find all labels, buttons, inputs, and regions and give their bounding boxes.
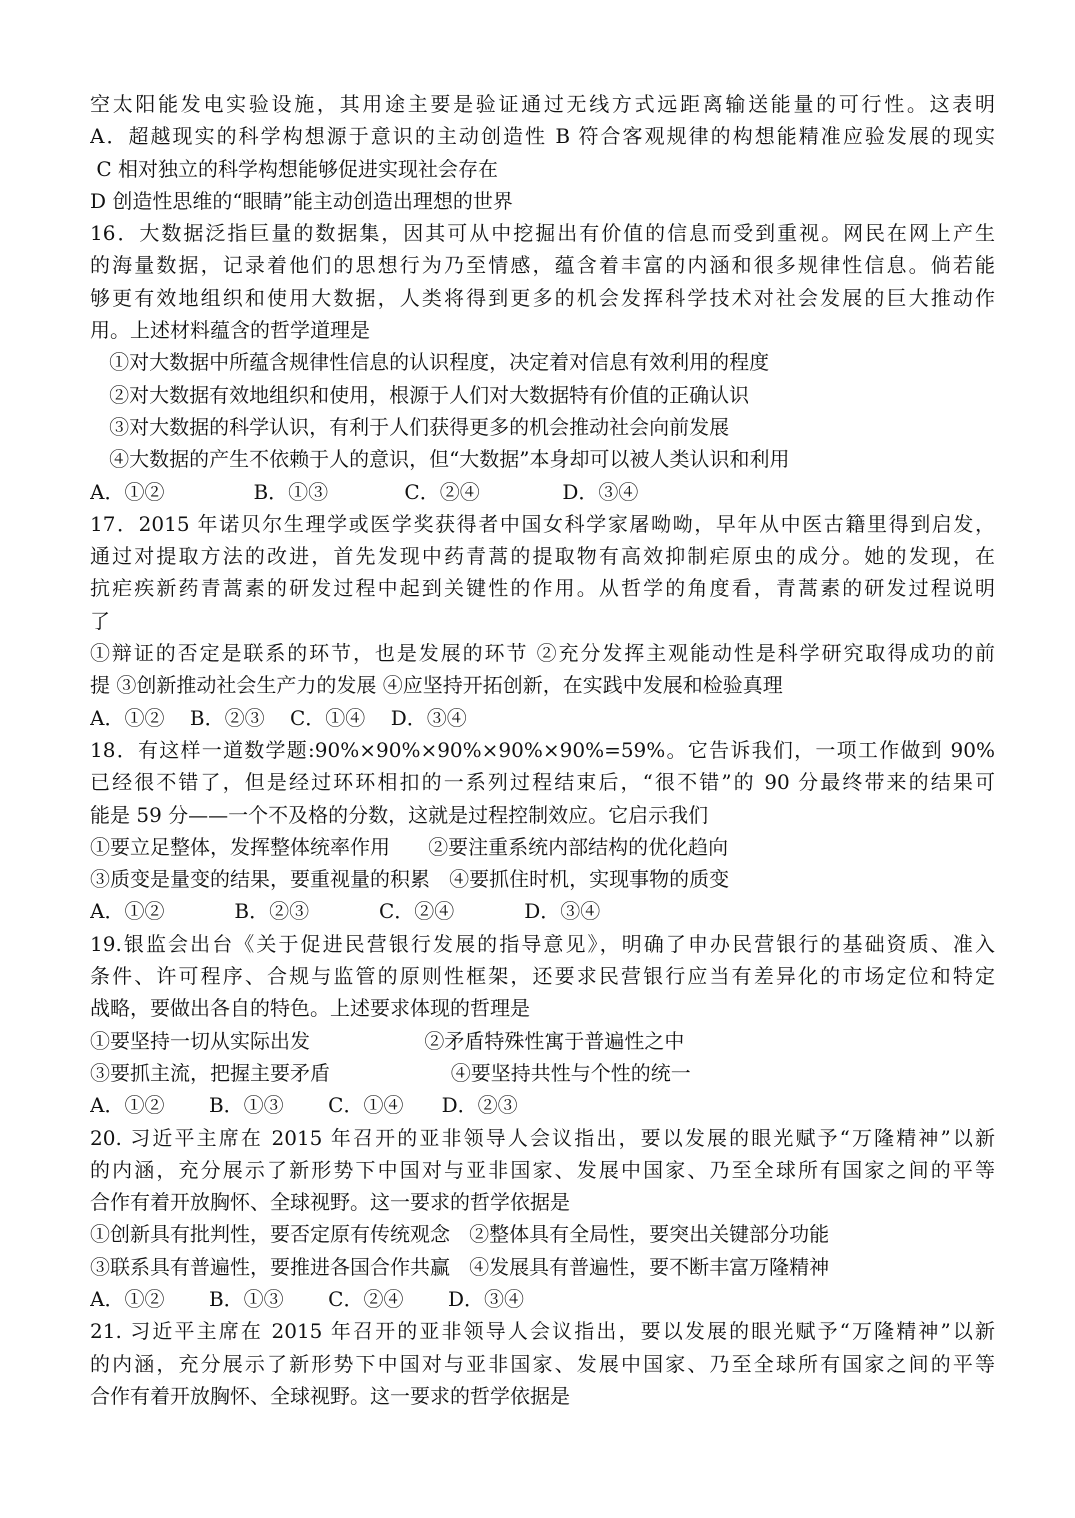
question-18-stem: 18．有这样一道数学题:90%×90%×90%×90%×90%=59%。它告诉我们，一项工作做到 90% <box>90 737 995 762</box>
answer-options: A．①② B．②③ C．②④ D．③④ <box>90 899 601 924</box>
statement-line: ③对大数据的科学认识，有利于人们获得更多的机会推动社会向前发展 <box>90 414 730 439</box>
statement-line: ①要立足整体，发挥整体统率作用 ②要注重系统内部结构的优化趋向 <box>90 834 729 859</box>
text-line: 了 <box>90 608 110 633</box>
answer-options: A．①② B．①③ C．②④ D．③④ <box>90 1286 524 1311</box>
answer-options: A．①② B．①③ C．②④ D．③④ <box>90 479 639 504</box>
statement-line: ③质变是量变的结果，要重视量的积累 ④要抓住时机，实现事物的质变 <box>90 867 730 892</box>
text-line: 条件、许可程序、合规与监管的原则性框架，还要求民营银行应当有差异化的市场定位和特定 <box>90 964 995 989</box>
question-19-stem: 19.银监会出台《关于促进民营银行发展的指导意见》，明确了申办民营银行的基础资质、准入 <box>90 931 995 956</box>
text-line: 的海量数据，记录着他们的思想行为乃至情感，蕴含着丰富的内涵和很多规律性信息。倘若能 <box>90 253 995 278</box>
text-line: 的内涵，充分展示了新形势下中国对与亚非国家、发展中国家、乃至全球所有国家之间的平等 <box>90 1157 995 1182</box>
question-21-stem: 21. 习近平主席在 2015 年召开的亚非领导人会议指出，要以发展的眼光赋予“万隆精神”以新 <box>90 1319 995 1344</box>
text-line: 的内涵，充分展示了新形势下中国对与亚非国家、发展中国家、乃至全球所有国家之间的平等 <box>90 1351 995 1376</box>
text-line: 已经很不错了，但是经过环环相扣的一系列过程结束后，“很不错”的 90 分最终带来的结果可 <box>90 770 995 795</box>
option-line: D 创造性思维的“眼睛”能主动创造出理想的世界 <box>90 188 513 213</box>
statement-line: ①创新具有批判性，要否定原有传统观念 ②整体具有全局性，要突出关键部分功能 <box>90 1222 830 1247</box>
statement-line: ①对大数据中所蕴含规律性信息的认识程度，决定着对信息有效利用的程度 <box>90 350 770 375</box>
text-line: 抗疟疾新药青蒿素的研发过程中起到关键性的作用。从哲学的角度看，青蒿素的研发过程说明 <box>90 576 995 601</box>
answer-options: A．①② B．①③ C．①④ D．②③ <box>90 1093 518 1118</box>
statement-line: ③联系具有普遍性，要推进各国合作共赢 ④发展具有普遍性，要不断丰富万隆精神 <box>90 1254 830 1279</box>
statement-line: 提 ③创新推动社会生产力的发展 ④应坚持开拓创新，在实践中发展和检验真理 <box>90 673 783 698</box>
statement-line: ①辩证的否定是联系的环节，也是发展的环节 ②充分发挥主观能动性是科学研究取得成功的前 <box>90 641 995 666</box>
statement-line: ①要坚持一切从实际出发 ②矛盾特殊性寓于普遍性之中 <box>90 1028 685 1053</box>
text-line: 战略，要做出各自的特色。上述要求体现的哲理是 <box>90 996 530 1021</box>
statement-line: ③要抓主流，把握主要矛盾 ④要坚持共性与个性的统一 <box>90 1060 691 1085</box>
document-page <box>90 88 995 1412</box>
text-line: 合作有着开放胸怀、全球视野。这一要求的哲学依据是 <box>90 1190 570 1215</box>
text-line: 够更有效地组织和使用大数据，人类将得到更多的机会发挥科学技术对社会发展的巨大推动作 <box>90 285 995 310</box>
option-line: A．超越现实的科学构想源于意识的主动创造性 B 符合客观规律的构想能精准应验发展的现实 <box>90 124 995 149</box>
text-line: 合作有着开放胸怀、全球视野。这一要求的哲学依据是 <box>90 1383 570 1408</box>
statement-line: ④大数据的产生不依赖于人的意识，但“大数据”本身却可以被人类认识和利用 <box>90 447 790 472</box>
question-17-stem: 17．2015 年诺贝尔生理学或医学奖获得者中国女科学家屠呦呦，早年从中医古籍里得到启发， <box>90 511 995 536</box>
text-line: 空太阳能发电实验设施，其用途主要是验证通过无线方式远距离输送能量的可行性。这表明 <box>90 92 995 116</box>
question-20-stem: 20. 习近平主席在 2015 年召开的亚非领导人会议指出，要以发展的眼光赋予“万隆精神”以新 <box>90 1125 995 1150</box>
text-line: 能是 59 分——一个不及格的分数，这就是过程控制效应。它启示我们 <box>90 802 709 827</box>
statement-line: ②对大数据有效地组织和使用，根源于人们对大数据特有价值的正确认识 <box>90 382 750 407</box>
question-16-stem: 16．大数据泛指巨量的数据集，因其可从中挖掘出有价值的信息而受到重视。网民在网上产生 <box>90 221 995 246</box>
text-line: 通过对提取方法的改进，首先发现中药青蒿的提取物有高效抑制疟原虫的成分。她的发现，在 <box>90 544 995 569</box>
answer-options: A．①② B．②③ C．①④ D．③④ <box>90 705 467 730</box>
option-line: C 相对独立的科学构想能够促进实现社会存在 <box>90 156 499 181</box>
text-line: 用。上述材料蕴含的哲学道理是 <box>90 318 370 343</box>
